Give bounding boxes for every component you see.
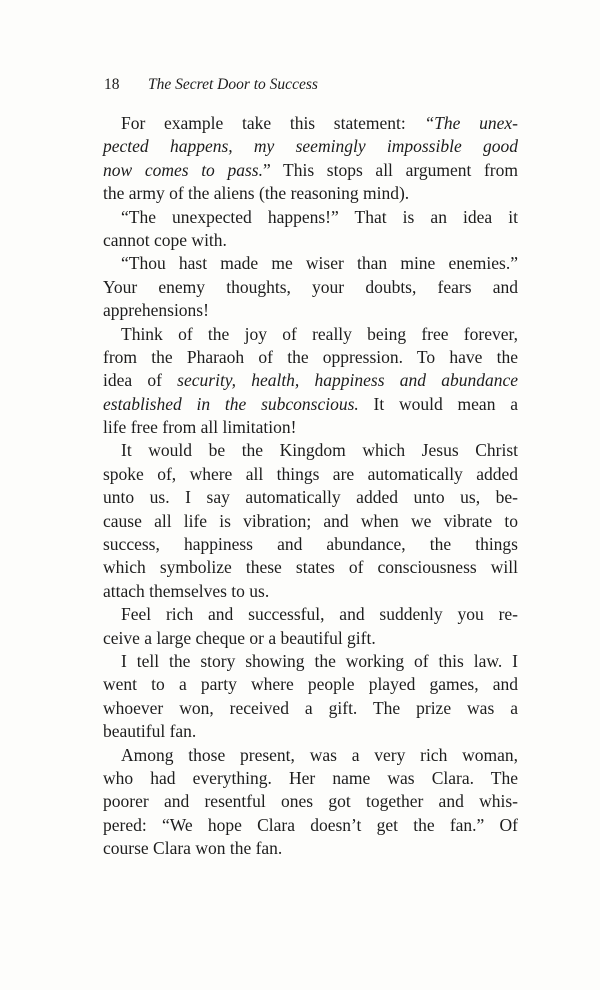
text-line — [103, 135, 518, 158]
italic-text: pected happens, my seemingly impossible good — [103, 136, 518, 157]
text-line — [103, 744, 518, 767]
text: Among those present, was a very rich woman, — [121, 744, 518, 765]
text-line — [103, 510, 518, 533]
text-line — [103, 627, 518, 650]
running-header — [104, 76, 318, 94]
text: Your enemy thoughts, your doubts, fears and — [103, 276, 518, 297]
text-line — [103, 346, 518, 369]
text-line — [103, 393, 518, 416]
paragraph — [103, 206, 518, 253]
text: ceive a large cheque or a beautiful gift. — [103, 627, 376, 648]
text-line — [103, 697, 518, 720]
text-line — [103, 323, 518, 346]
text-line — [103, 276, 518, 299]
text: who had everything. Her name was Clara. The — [103, 767, 518, 788]
text-line — [103, 603, 518, 626]
text-line — [103, 650, 518, 673]
text: I tell the story showing the working of this law. I — [121, 650, 518, 671]
text-line — [103, 369, 518, 392]
text: whoever won, received a gift. The prize was a — [103, 697, 518, 718]
text-line — [103, 463, 518, 486]
text: from the Pharaoh of the oppression. To have the — [103, 346, 518, 367]
text: attach themselves to us. — [103, 580, 270, 601]
text: unto us. I say automatically added unto us, be- — [103, 487, 518, 508]
text: It would be the Kingdom which Jesus Christ — [121, 440, 518, 461]
text-line — [103, 790, 518, 813]
text: For example take this statement: — [121, 113, 425, 133]
text: pered: “We hope Clara doesn’t get the fan.” Of — [103, 814, 518, 835]
text: the army of the aliens (the reasoning mind). — [103, 183, 410, 204]
body-text — [103, 112, 518, 861]
text: spoke of, where all things are automatically added — [103, 463, 518, 484]
paragraph — [103, 744, 518, 861]
text-line — [103, 556, 518, 579]
text: idea of — [103, 370, 178, 391]
text: cannot cope with. — [103, 229, 227, 250]
text-line — [103, 837, 518, 860]
text-line — [103, 206, 518, 229]
text-line — [103, 767, 518, 790]
text: went to a party where people played games, and — [103, 674, 518, 695]
paragraph — [103, 650, 518, 744]
text: “The unexpected happens!” That is an idea it — [121, 206, 518, 227]
text-line — [103, 580, 518, 603]
text-line — [103, 112, 518, 135]
text-line — [103, 252, 518, 275]
text: It would mean a — [358, 393, 519, 414]
italic-text: “The unex- — [424, 113, 518, 133]
text-line — [103, 486, 518, 509]
paragraph — [103, 252, 518, 322]
text-line — [103, 416, 518, 439]
text: life free from all limitation! — [103, 417, 297, 438]
text: Feel rich and successful, and suddenly you re- — [121, 604, 518, 625]
text: which symbolize these states of consciousness will — [103, 557, 518, 578]
text: beautiful fan. — [103, 721, 197, 742]
italic-text: now comes to pass. — [103, 159, 263, 180]
text-line — [103, 814, 518, 837]
text-line — [103, 182, 518, 205]
text-line — [103, 439, 518, 462]
text: poorer and resentful ones got together and whis- — [103, 791, 518, 812]
text-line — [103, 299, 518, 322]
paragraph — [103, 603, 518, 650]
paragraph — [103, 439, 518, 603]
text-line — [103, 229, 518, 252]
text: Think of the joy of really being free forever, — [121, 323, 518, 344]
paragraph — [103, 323, 518, 440]
text: ” This stops all argument from — [262, 159, 519, 180]
paragraph — [103, 112, 518, 206]
text-line — [103, 673, 518, 696]
text: cause all life is vibration; and when we vibrate to — [103, 510, 518, 531]
text: “Thou hast made me wiser than mine enemies.” — [121, 253, 518, 274]
page-number: 18 — [104, 76, 120, 93]
text-line — [103, 159, 518, 182]
italic-text: security, health, happiness and abundance — [177, 370, 518, 391]
text: apprehensions! — [103, 300, 209, 321]
text: course Clara won the fan. — [103, 838, 283, 859]
text: success, happiness and abundance, the things — [103, 534, 518, 555]
text-line — [103, 533, 518, 556]
italic-text: established in the subconscious. — [103, 393, 359, 414]
text-line — [103, 720, 518, 743]
book-title: The Secret Door to Success — [148, 76, 318, 93]
